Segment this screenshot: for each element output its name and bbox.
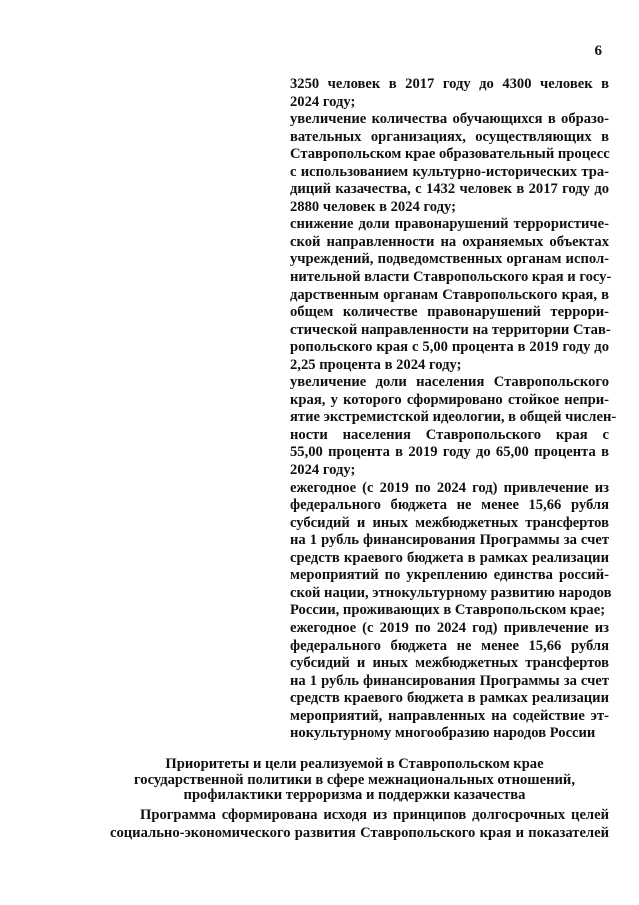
body-line: субсидий и иных межбюджетных трансфертов <box>290 655 609 672</box>
body-line: диций казачества, с 1432 человек в 2017 году до <box>290 181 609 198</box>
heading-line: профилактики терроризма и поддержки казачества <box>183 787 526 804</box>
body-line: дарственным органам Ставропольского края, в <box>290 286 609 303</box>
body-line: увеличение доли населения Ставропольского <box>290 374 609 391</box>
body-line: средств краевого бюджета в рамках реализации <box>290 549 609 566</box>
body-line: федерального бюджета не менее 15,66 рубля <box>290 637 609 654</box>
section-heading <box>100 757 609 804</box>
body-line: Ставропольском крае образовательный процесс <box>290 146 610 163</box>
body-line: нительной власти Ставропольского края и госу- <box>290 269 612 286</box>
body-line: ежегодное (с 2019 по 2024 год) привлечение из <box>290 619 609 636</box>
body-line: 2024 году; <box>290 462 356 479</box>
heading-line: государственной политики в сфере межнациональных отношений, <box>134 771 575 788</box>
paragraph-line: Программа сформирована исходя из принципов долгосрочных целей <box>140 807 609 823</box>
body-column <box>290 76 617 743</box>
body-line: ропольского края с 5,00 процента в 2019 году до <box>290 339 609 356</box>
body-line: средств краевого бюджета в рамках реализации <box>290 690 609 707</box>
body-line: России, проживающих в Ставропольском крае; <box>290 602 606 619</box>
body-line: на 1 рубль финансирования Программы за счет <box>290 532 609 549</box>
body-line: ежегодное (с 2019 по 2024 год) привлечение из <box>290 479 609 496</box>
body-line: 3250 человек в 2017 году до 4300 человек в <box>290 76 609 92</box>
body-line: снижение доли правонарушений террористиче- <box>290 216 609 233</box>
body-line: ности населения Ставропольского края с <box>290 426 609 443</box>
body-line: ятие экстремистской идеологии, в общей числен- <box>290 409 617 426</box>
heading-line: Приоритеты и цели реализуемой в Ставропольском крае <box>165 756 544 772</box>
body-line: мероприятий, направленных на содействие эт- <box>290 707 609 724</box>
body-line: с использованием культурно-исторических тра- <box>290 163 609 180</box>
body-line: 2,25 процента в 2024 году; <box>290 356 462 373</box>
body-line: субсидий и иных межбюджетных трансфертов <box>290 514 609 531</box>
body-line: мероприятий по укреплению единства россий- <box>290 567 609 584</box>
paragraph-line: социально-экономического развития Ставропольского края и показателей <box>110 825 609 841</box>
body-line: 2880 человек в 2024 году; <box>290 198 456 215</box>
body-line: на 1 рубль финансирования Программы за счет <box>290 672 609 689</box>
body-line: увеличение количества обучающихся в образо- <box>290 111 609 128</box>
body-line: 2024 году; <box>290 93 356 110</box>
body-line: 55,00 процента в 2019 году до 65,00 процента в <box>290 444 609 461</box>
body-line: ской направленности на охраняемых объектах <box>290 233 609 250</box>
body-line: учреждений, подведомственных органам испол- <box>290 251 609 268</box>
body-line: федерального бюджета не менее 15,66 рубля <box>290 497 609 514</box>
body-line: ской нации, этнокультурному развитию народов <box>290 584 612 601</box>
paragraph <box>110 806 609 842</box>
body-line: стической направленности на территории Став- <box>290 321 611 338</box>
body-line: вательных организациях, осуществляющих в <box>290 128 609 145</box>
body-line: края, у которого сформировано стойкое непри- <box>290 391 609 408</box>
page-number: 6 <box>594 43 602 59</box>
body-line: нокультурному многообразию народов России <box>290 725 596 742</box>
body-line: общем количестве правонарушений террори- <box>290 304 609 321</box>
